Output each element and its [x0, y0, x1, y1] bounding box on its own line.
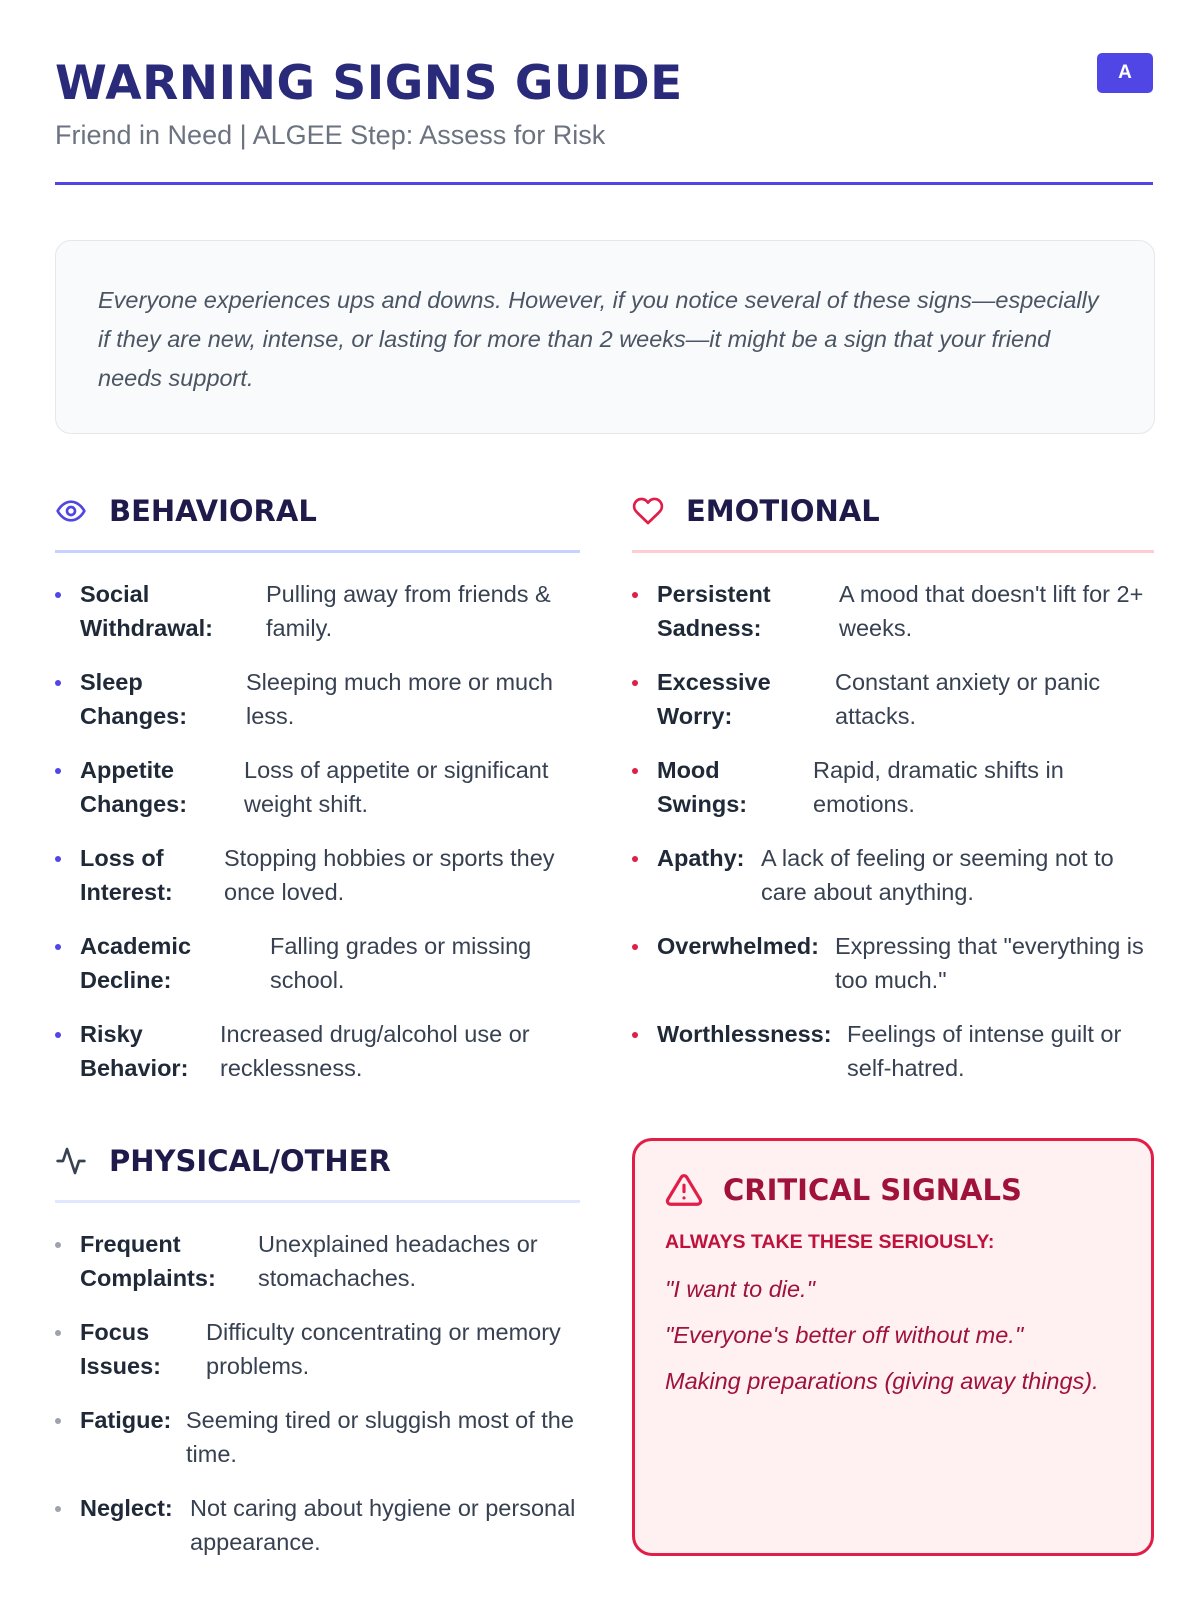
bullet [55, 1330, 61, 1336]
emotional-header [632, 486, 1154, 536]
list-item [55, 1403, 580, 1471]
list-item [632, 753, 1154, 821]
sign-term: Focus Issues: [80, 1319, 161, 1379]
bullet [55, 1418, 61, 1424]
sign-description: Increased drug/alcohol use or recklessness. [220, 1021, 530, 1081]
bullet [55, 680, 61, 686]
critical-label: ALWAYS TAKE THESE SERIOUSLY: [665, 1231, 995, 1253]
sign-description: Sleeping much more or much less. [246, 669, 553, 729]
sign-description: Unexplained headaches or stomachaches. [258, 1231, 538, 1291]
page-subtitle: Friend in Need | ALGEE Step: Assess for Risk [55, 119, 606, 150]
sign-term: Loss of Interest: [80, 845, 173, 905]
list-item [55, 753, 580, 821]
bullet [632, 1032, 638, 1038]
emotional-title: EMOTIONAL [686, 494, 880, 528]
eye-icon [55, 495, 87, 527]
behavioral-header [55, 486, 580, 536]
sign-description: Seeming tired or sluggish most of the time. [186, 1407, 574, 1467]
sign-description: Expressing that "everything is too much." [835, 933, 1144, 993]
critical-quote: "I want to die." [665, 1276, 815, 1302]
sign-term: Sleep Changes: [80, 669, 188, 729]
emotional-list [632, 577, 1154, 1085]
critical-quotes [665, 1272, 1121, 1398]
list-item [632, 1017, 1154, 1085]
bullet [632, 856, 638, 862]
critical-title: CRITICAL SIGNALS [723, 1173, 1022, 1207]
sign-term: Worthlessness: [657, 1021, 832, 1047]
sign-description: Loss of appetite or significant weight shift. [244, 757, 549, 817]
warning-triangle-icon [665, 1171, 703, 1209]
bullet [55, 944, 61, 950]
behavioral-divider [55, 550, 580, 553]
list-item [632, 577, 1154, 645]
emotional-divider [632, 550, 1154, 553]
sign-description: Feelings of intense guilt or self-hatred. [847, 1021, 1122, 1081]
intro-text: Everyone experiences ups and downs. However, if you notice several of these signs—especially if they are new, intense, or lasting for more than 2 weeks—it might be a sign that your friend needs support. [98, 287, 1099, 391]
behavioral-section [55, 486, 580, 1105]
sign-term: Appetite Changes: [80, 757, 188, 817]
sign-description: Falling grades or missing school. [270, 933, 532, 993]
sign-term: Mood Swings: [657, 757, 748, 817]
physical-title: PHYSICAL/OTHER [109, 1144, 391, 1178]
list-item [55, 929, 580, 997]
sign-term: Social Withdrawal: [80, 581, 213, 641]
page-title: WARNING SIGNS GUIDE [55, 56, 683, 111]
sign-term: Apathy: [657, 845, 745, 871]
sign-description: Not caring about hygiene or personal appearance. [190, 1495, 576, 1555]
behavioral-list [55, 577, 580, 1085]
activity-pulse-icon [55, 1145, 87, 1177]
list-item [55, 665, 580, 733]
sign-description: A lack of feeling or seeming not to care about anything. [761, 845, 1114, 905]
critical-signals-box [632, 1138, 1154, 1556]
sign-description: A mood that doesn't lift for 2+ weeks. [839, 581, 1144, 641]
heart-icon [632, 495, 664, 527]
bullet [632, 944, 638, 950]
bullet [55, 856, 61, 862]
physical-header [55, 1136, 580, 1186]
bullet [55, 592, 61, 598]
intro-callout [55, 240, 1155, 434]
section-badge: A [1097, 53, 1153, 93]
sign-term: Overwhelmed: [657, 933, 819, 959]
sign-description: Pulling away from friends & family. [266, 581, 551, 641]
sign-term: Risky Behavior: [80, 1021, 189, 1081]
physical-list [55, 1227, 580, 1559]
bullet [55, 1506, 61, 1512]
critical-quote: "Everyone's better off without me." [665, 1322, 1024, 1348]
bullet [632, 680, 638, 686]
list-item [55, 1315, 580, 1383]
list-item [55, 1017, 580, 1085]
sign-description: Rapid, dramatic shifts in emotions. [813, 757, 1064, 817]
list-item [55, 1227, 580, 1295]
physical-section [55, 1136, 580, 1579]
list-item [55, 841, 580, 909]
sign-term: Academic Decline: [80, 933, 192, 993]
critical-header [665, 1171, 1121, 1209]
sign-description: Stopping hobbies or sports they once loved. [224, 845, 555, 905]
sign-description: Constant anxiety or panic attacks. [835, 669, 1101, 729]
bullet [55, 768, 61, 774]
header-divider [55, 182, 1153, 185]
bullet [632, 768, 638, 774]
list-item [632, 929, 1154, 997]
list-item [632, 841, 1154, 909]
sign-description: Difficulty concentrating or memory problems. [206, 1319, 561, 1379]
list-item [632, 665, 1154, 733]
list-item [55, 577, 580, 645]
sign-term: Persistent Sadness: [657, 581, 771, 641]
emotional-section [632, 486, 1154, 1105]
sign-term: Neglect: [80, 1495, 173, 1521]
critical-quote: Making preparations (giving away things). [665, 1368, 1099, 1394]
list-item [55, 1491, 580, 1559]
sign-term: Fatigue: [80, 1407, 172, 1433]
bullet [632, 592, 638, 598]
sign-term: Excessive Worry: [657, 669, 771, 729]
bullet [55, 1242, 61, 1248]
page-header [55, 40, 1153, 151]
physical-divider [55, 1200, 580, 1203]
sign-term: Frequent Complaints: [80, 1231, 216, 1291]
bullet [55, 1032, 61, 1038]
behavioral-title: BEHAVIORAL [109, 494, 317, 528]
